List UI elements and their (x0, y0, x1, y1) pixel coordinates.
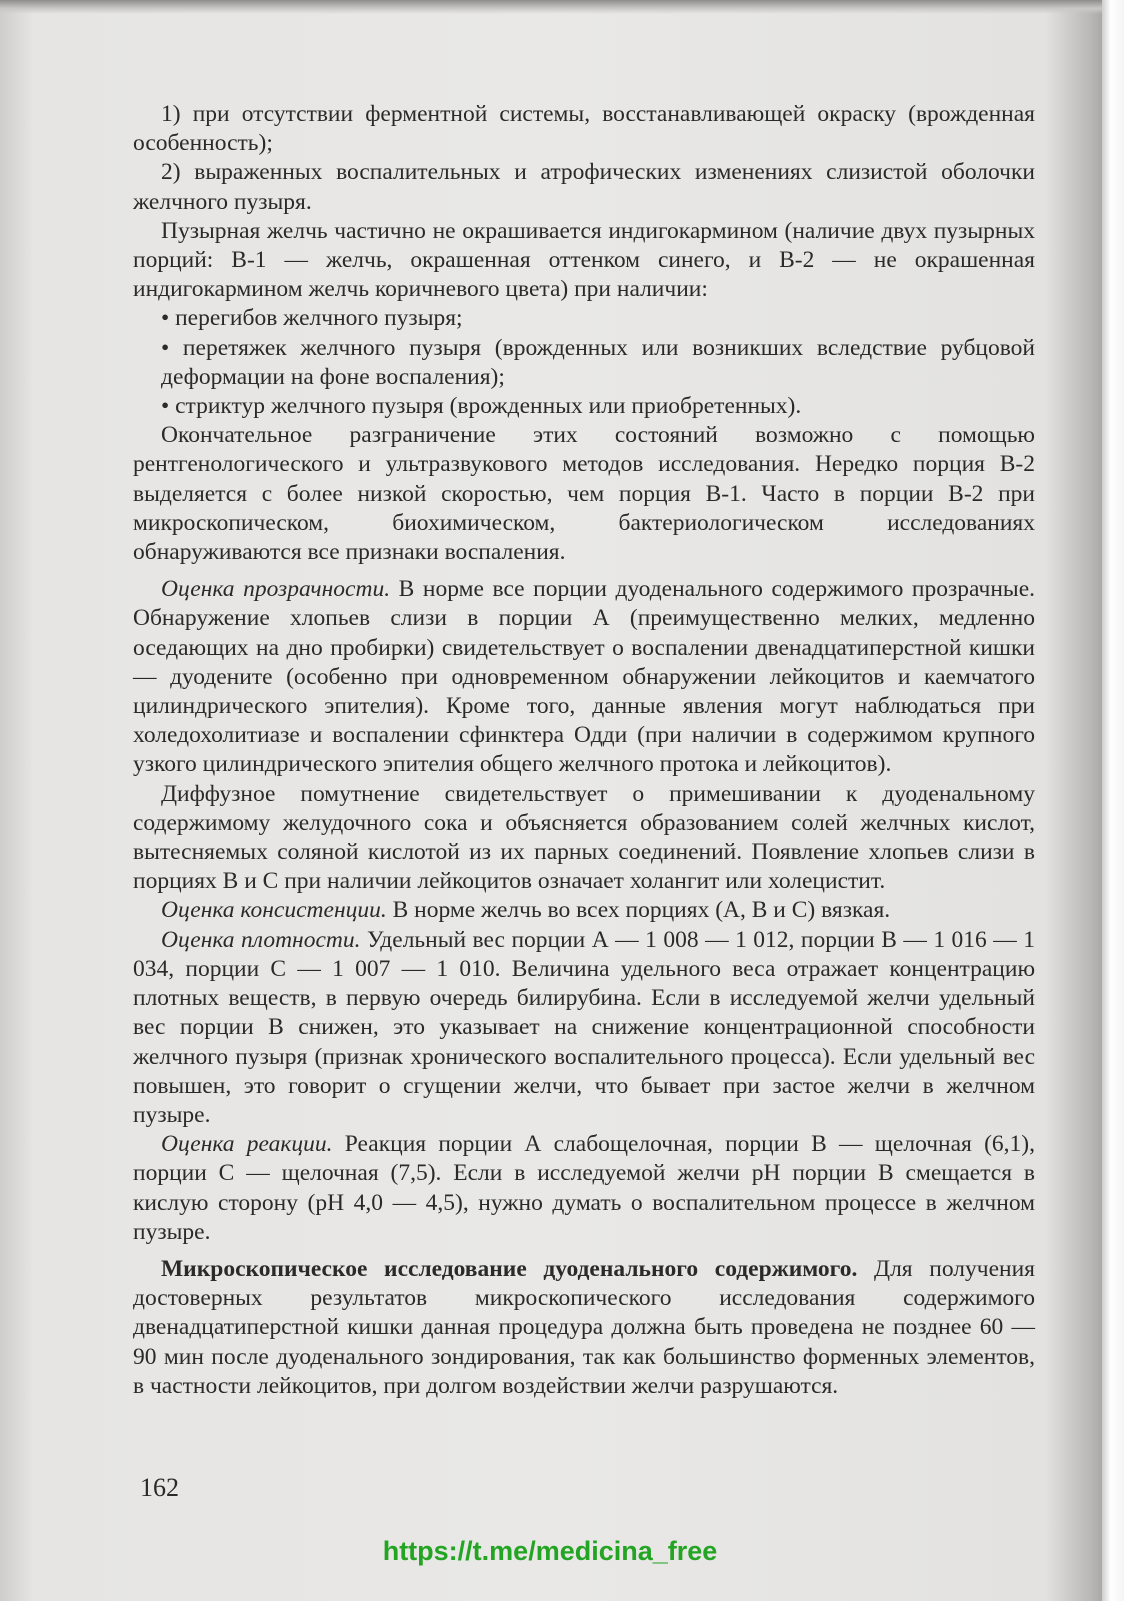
microscopy-heading: Микроскопическое исследование дуоденального содержимого. (161, 1255, 858, 1282)
paragraph-2: 2) выраженных воспалительных и атрофических изменениях слизистой оболочки желчного пузыря. (133, 159, 1035, 215)
paragraph-microscopy (133, 1255, 1035, 1401)
paragraph-consistency (133, 896, 1035, 925)
reaction-text: Реакция порции А слабощелочная, порции В — щелочная (6,1), порции С — щелочная (7,5). Если в исследуемой желчи pH порции В смещается в кислую сторону (pH 4,0 — 4,5), нужно думать о воспалительном процессе в желчном пузыре. (133, 1131, 1035, 1245)
bullet-item-2: • перетяжек желчного пузыря (врожденных или возникших вследствие рубцовой деформации на фоне воспаления); (161, 334, 1035, 390)
top-shadow (0, 0, 1124, 14)
page-content (133, 100, 1035, 1401)
microscopy-text: Для получения достоверных результатов микроскопического исследования содержимого двенадцатиперстной кишки данная процедура должна быть проведена не позднее 60 — 90 мин после дуоденального зондирования, так как большинство форменных элементов, в частности лейкоцитов, при долгом воздействии желчи разрушаются. (133, 1255, 1035, 1399)
paragraph-3: Пузырная желчь частично не окрашивается индигокармином (наличие двух пузырных порций: В-1 — желчь, окрашенная оттенком синего, и В-2 — не окрашенная индигокармином желчь коричневого цвета) при наличии: (133, 217, 1035, 303)
density-text: Удельный вес порции А — 1 008 — 1 012, порции В — 1 016 — 1 034, порции С — 1 007 — 1 010. Величина удельного веса отражает концентрацию плотных веществ, в первую очередь билирубина. Если в исследуемой желчи удельный вес порции В снижен, это указывает на снижение концентрационной способности желчного пузыря (признак хронического воспалительного процесса). Если удельный вес повышен, это говорит о сгущении желчи, что бывает при застое желчи в желчном пузыре. (133, 926, 1036, 1128)
page-edge (1102, 0, 1124, 1601)
paragraph-differentiation: Окончательное разграничение этих состояний возможно с помощью рентгенологического и ультразвукового методов исследования. Нередко порция В-2 выделяется с более низкой скоростью, чем порция В-1. Часто в порции В-2 при микроскопическом, биохимическом, бактериологическом исследованиях обнаруживаются все признаки воспаления. (133, 422, 1035, 566)
paragraph-reaction (133, 1130, 1035, 1247)
paragraph-1: 1) при отсутствии ферментной системы, восстанавливающей окраску (врожденная особенность); (133, 101, 1035, 157)
consistency-heading: Оценка консистенции. (161, 897, 387, 924)
transparency-text: В норме все порции дуоденального содержимого прозрачные. Обнаружение хлопьев слизи в порции А (преимущественно мелких, медленно оседающих на дно пробирки) свидетельствует о воспалении двенадцатиперстной кишки — дуодените (особенно при одновременном обнаружении лейкоцитов и каемчатого цилиндрического эпителия). Кроме того, данные явления могут наблюдаться при холедохолитиазе и воспалении сфинктера Одди (при наличии в содержимом крупного узкого цилиндрического эпителия общего желчного протока и лейкоцитов). (133, 576, 1035, 778)
footer-link[interactable]: https://t.me/medicina_free (382, 1536, 718, 1566)
density-heading: Оценка плотности. (161, 926, 361, 953)
consistency-text: В норме желчь во всех порциях (А, В и С) вязкая. (386, 897, 891, 924)
bullet-item-3: • стриктур желчного пузыря (врожденных или приобретенных). (161, 393, 802, 420)
paragraph-density (133, 926, 1035, 1130)
reaction-heading: Оценка реакции. (161, 1131, 333, 1158)
paragraph-diffuse: Диффузное помутнение свидетельствует о примешивании к дуоденальному содержимому желудочного сока и объясняется образованием солей желчных кислот, вытесняемых соляной кислотой из их парных соединений. Появление хлопьев слизи в порциях В и С при наличии лейкоцитов означает холангит или холецистит. (133, 780, 1035, 895)
paragraph-transparency (133, 575, 1035, 779)
transparency-heading: Оценка прозрачности. (161, 576, 391, 603)
bullet-item-1: • перегибов желчного пузыря; (161, 305, 463, 332)
page-number: 162 (140, 1473, 179, 1502)
